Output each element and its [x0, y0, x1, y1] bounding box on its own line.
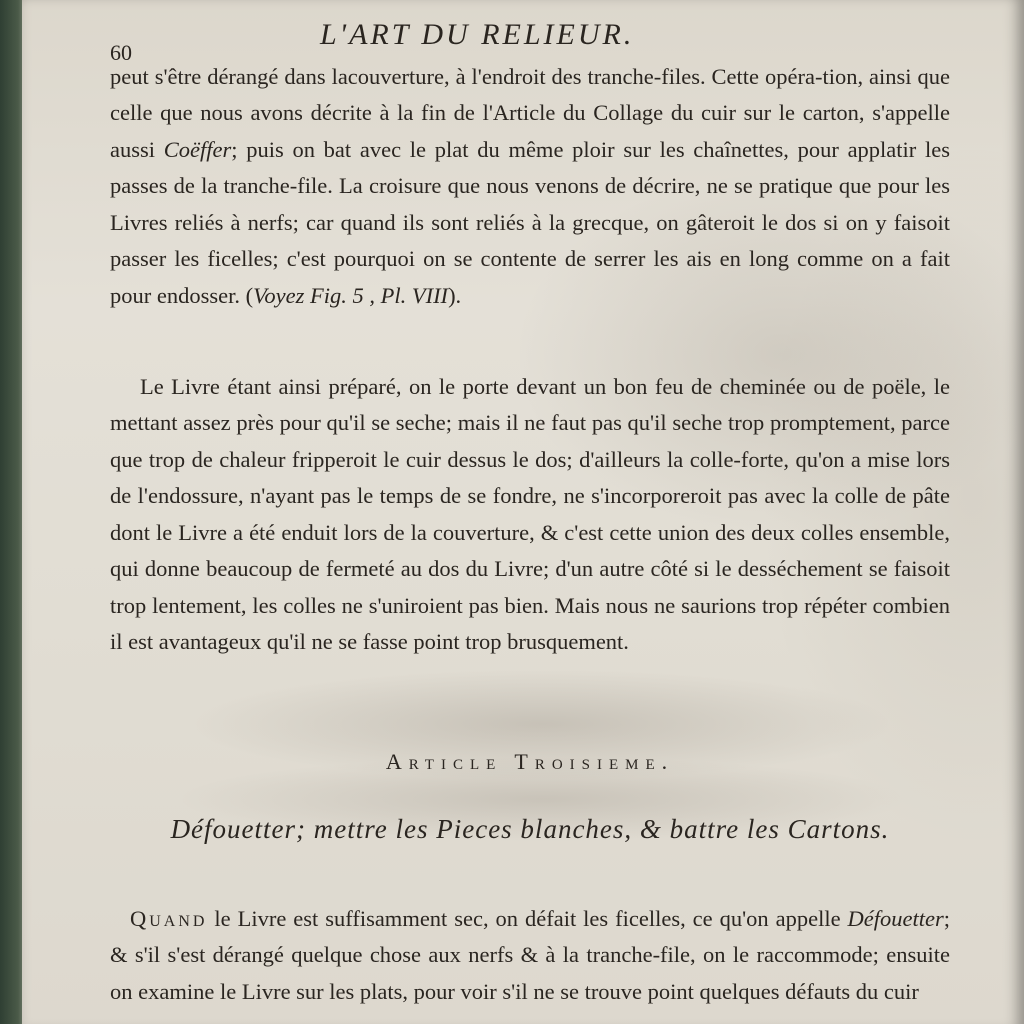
- paragraph-1-text-b: ; puis on bat avec le plat du même ploir sur les chaînettes, pour applatir les passes de la tranche-file. La croisure que nous venons de décrire, ne se pratique que pour les Livres reliés à nerfs; car quand ils sont reliés à la grecque, on gâteroit le dos si on y faisoit passer les ficelles; c'est pourquoi on se contente de serrer les ais en long comme on a fait pour endosser. (: [110, 136, 951, 308]
- page-sheet: [22, 0, 1024, 1024]
- paragraph-1-italic-coeffer: Coëffer: [163, 136, 232, 162]
- paragraph-3-italic-defouetter: Défouetter: [847, 905, 944, 931]
- paragraph-1-figure-reference: Voyez Fig. 5 , Pl. VIII: [253, 282, 449, 308]
- article-title: Article Troisieme.: [385, 749, 675, 774]
- paragraph-3-text-b: ; & s'il s'est dérangé quelque chose aux nerfs & à la tranche-file, on le raccommode; ensuite on examine le Livre sur les plats, pour voir s'il ne se trouve point quelques défauts du cuir: [110, 905, 950, 1004]
- page-header: [110, 6, 960, 65]
- paragraph-1-text-c: ).: [448, 282, 462, 308]
- page-number: 60: [110, 40, 132, 65]
- paragraph-3-text-a: le Livre est suffisamment sec, on défait les ficelles, ce qu'on appelle: [207, 905, 848, 931]
- paragraph-2: Le Livre étant ainsi préparé, on le porte devant un bon feu de cheminée ou de poële, le mettant assez près pour qu'il se seche; mais il ne faut pas qu'il seche trop promptement, parce que trop de chaleur fripperoit le cuir dessus le dos; d'ailleurs la colle-forte, qu'on a mise lors de l'endossure, n'ayant pas le temps de se fondre, ne s'incorporeroit pas avec la colle de pâte dont le Livre a été enduit lors de la couverture, & c'est cette union des deux colles ensemble, qui donne beaucoup de fermeté au dos du Livre; d'un autre côté si le desséchement se faisoit trop lentement, les colles ne s'uniroient pas bien. Mais nous ne saurions trop répéter combien il est avantageux qu'il ne se fasse point trop brusquement.: [110, 373, 950, 654]
- paragraph-3: [110, 901, 950, 1011]
- section-subtitle: Défouetter; mettre les Pieces blanches, & battre les Cartons.: [170, 814, 890, 844]
- paragraph-1-text-a: peut s'être dérangé dans lacouverture, à l'endroit des tranche-files. Cette opéra-tion, ainsi que celle que nous avons décrite à la fin de l'Article du Collage du cuir sur le carton, s'appelle aussi: [110, 63, 950, 162]
- running-head: L'ART DU RELIEUR.: [320, 18, 635, 51]
- paragraph-1: [110, 59, 950, 315]
- paragraph-3-dropcap: Quand: [130, 905, 208, 931]
